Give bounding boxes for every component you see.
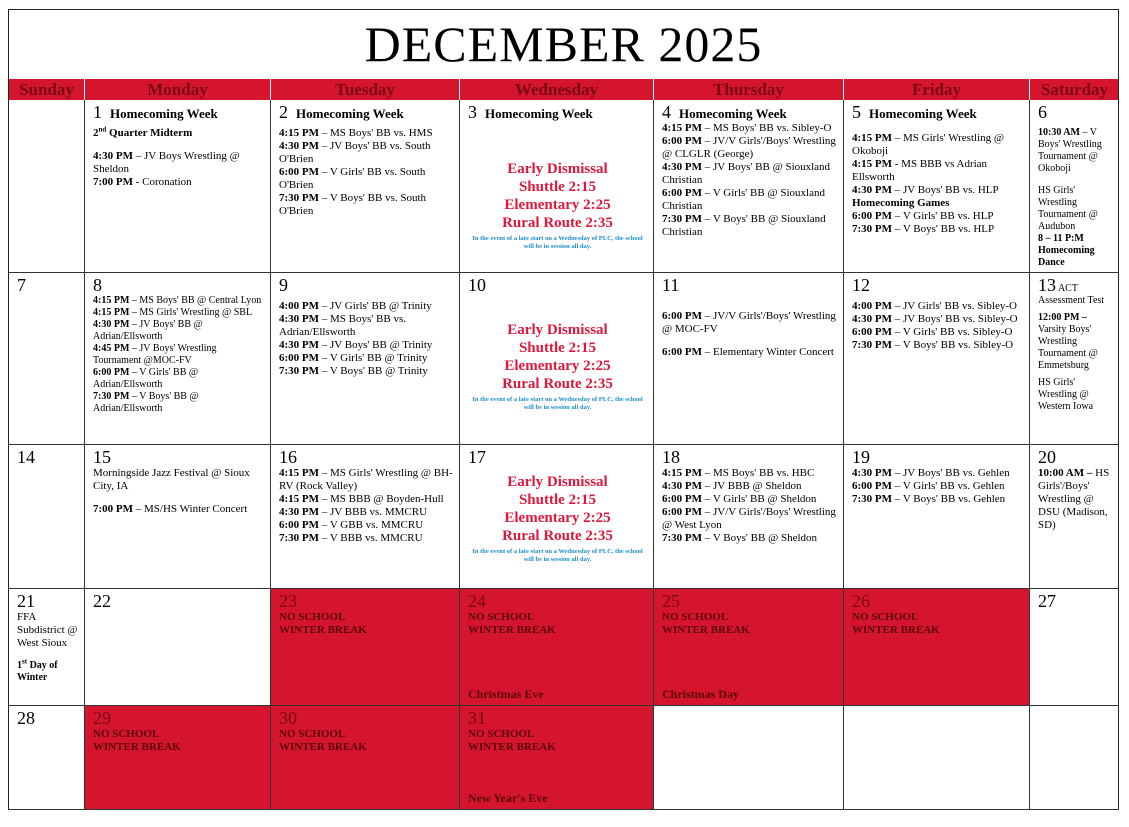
homecoming-label: Homecoming Week <box>485 106 593 121</box>
day-cell-7 <box>9 273 85 445</box>
day-number: 2 <box>279 102 288 122</box>
day-number: 17 <box>468 447 486 467</box>
day-number: 24 <box>468 591 486 611</box>
no-school-label: NO SCHOOL <box>279 611 346 623</box>
event: 12:00 PM – Varsity Boys' Wrestling Tournament @ Emmetsburg <box>1038 312 1098 371</box>
day-number: 28 <box>17 708 35 728</box>
day-number: 14 <box>17 447 35 467</box>
calendar-title: DECEMBER 2025 <box>364 16 763 72</box>
event: 4:30 PM – JV Boys Wrestling @ Sheldon <box>93 150 240 175</box>
event: 10:00 AM – HS Girls'/Boys' Wrestling @ DSU (Madison, SD) <box>1038 467 1110 531</box>
day-number: 5 <box>852 102 861 122</box>
event: 6:00 PM – JV/V Girls'/Boys' Wrestling @ CLGLR (George) <box>662 135 836 160</box>
day-number: 26 <box>852 591 870 611</box>
event: 7:00 PM - Coronation <box>93 176 192 188</box>
event: 6:00 PM – Elementary Winter Concert <box>662 346 834 358</box>
weekday-header-row <box>9 79 1118 100</box>
event: 7:30 PM – V Boys' BB @ Sheldon <box>662 532 818 544</box>
event: 7:30 PM – V Boys' BB @ Trinity <box>279 365 428 377</box>
event: 4:45 PM – JV Boys' Wrestling Tournament @MOC-FV <box>93 343 217 366</box>
day-number: 1 <box>93 102 102 122</box>
no-school-label: NO SCHOOL <box>662 611 729 623</box>
day-cell-8 <box>85 273 271 445</box>
event: 4:15 PM – MS BBB @ Boyden-Hull <box>279 493 444 505</box>
event: 4:15 PM – MS Boys' BB @ Central Lyon <box>93 295 262 306</box>
event: HS Girls' Wrestling @ Western Iowa <box>1038 377 1094 412</box>
day-cell-3 <box>460 100 654 273</box>
day-number: 7 <box>17 275 26 295</box>
no-school-label: NO SCHOOL <box>93 728 160 740</box>
day-number: 13 <box>1038 275 1056 295</box>
event: 6:00 PM – V GBB vs. MMCRU <box>279 519 424 531</box>
event: 4:00 PM – JV Girls' BB vs. Sibley-O <box>852 300 1017 312</box>
day-cell-19 <box>844 445 1030 589</box>
homecoming-label: Homecoming Week <box>110 106 218 121</box>
day-cell-18 <box>654 445 844 589</box>
event: Homecoming Games <box>852 197 950 209</box>
event: 4:30 PM – JV Boys' BB vs. South O'Brien <box>279 140 431 165</box>
day-number: 15 <box>93 447 111 467</box>
calendar-grid <box>9 100 1118 810</box>
weekday-saturday: Saturday <box>1040 80 1109 99</box>
event: 6:00 PM – V Girls' BB @ Adrian/Ellsworth <box>93 367 199 390</box>
day-number: 20 <box>1038 447 1056 467</box>
day-cell-4 <box>654 100 844 273</box>
event: 7:30 PM – V Boys' BB vs. HLP <box>852 223 995 235</box>
event: 7:30 PM – V Boys' BB @ Adrian/Ellsworth <box>93 391 199 414</box>
winter-break-label: WINTER BREAK <box>468 624 556 636</box>
no-school-label: NO SCHOOL <box>852 611 919 623</box>
day-number: 25 <box>662 591 680 611</box>
day-cell-17 <box>460 445 654 589</box>
day-number: 12 <box>852 275 870 295</box>
day-cell-13 <box>1030 273 1119 445</box>
day-cell-9 <box>271 273 460 445</box>
event: 4:00 PM – JV Girls' BB @ Trinity <box>279 300 432 312</box>
event: 7:30 PM – V Boys' BB vs. Sibley-O <box>852 339 1014 351</box>
day-cell-24 <box>460 589 654 706</box>
day-number: 3 <box>468 102 477 122</box>
no-school-label: NO SCHOOL <box>468 728 535 740</box>
day-cell-5 <box>844 100 1030 273</box>
event: HS Girls' Wrestling Tournament @ Audubon <box>1038 185 1098 232</box>
day-cell-11 <box>654 273 844 445</box>
event: 4:30 PM – JV Boys' BB @ Adrian/Ellsworth <box>93 319 203 342</box>
day-cell-12 <box>844 273 1030 445</box>
event: 4:30 PM – MS Boys' BB vs. Adrian/Ellsworth <box>279 313 406 338</box>
event: 6:00 PM – V Girls' BB @ Siouxland Christian <box>662 187 825 212</box>
homecoming-label: Homecoming Week <box>679 106 787 121</box>
day-cell-empty <box>1030 706 1119 810</box>
weekday-thursday: Thursday <box>654 79 844 100</box>
event: 6:00 PM – V Girls' BB vs. HLP <box>852 210 994 222</box>
event: 4:15 PM – MS Girls' Wrestling @ Okoboji <box>852 132 1005 157</box>
weekday-sunday: Sunday <box>9 79 85 100</box>
event: 2nd Quarter Midterm <box>93 125 193 139</box>
winter-break-label: WINTER BREAK <box>662 624 750 636</box>
day-number: 23 <box>279 591 297 611</box>
day-number: 16 <box>279 447 297 467</box>
weekday-friday: Friday <box>844 79 1030 100</box>
plc-note: In the event of a late start on a Wednesday of PLC, the school will be in session all day. <box>472 235 643 250</box>
day-cell-1 <box>85 100 271 273</box>
weekday-monday: Monday <box>85 79 271 100</box>
event: 4:30 PM – JV BBB vs. MMCRU <box>279 506 428 518</box>
day-cell-15 <box>85 445 271 589</box>
day-number: 8 <box>93 275 102 295</box>
event: 6:00 PM – V Girls' BB vs. Gehlen <box>852 480 1005 492</box>
calendar <box>8 9 1119 810</box>
event: 4:15 PM – MS Boys' BB vs. HMS <box>279 127 433 139</box>
holiday-label: Christmas Day <box>662 687 739 701</box>
day-number: 18 <box>662 447 680 467</box>
event: 4:15 PM - MS BBB vs Adrian Ellsworth <box>852 158 988 183</box>
event: 7:30 PM – V Boys' BB @ Siouxland Christian <box>662 213 826 238</box>
winter-break-label: WINTER BREAK <box>279 741 367 753</box>
day-cell-27 <box>1030 589 1119 706</box>
day-cell-30 <box>271 706 460 810</box>
day-cell-14 <box>9 445 85 589</box>
day-cell-20 <box>1030 445 1119 589</box>
winter-break-label: WINTER BREAK <box>279 624 367 636</box>
event: 6:00 PM – JV/V Girls'/Boys' Wrestling @ West Lyon <box>662 506 836 531</box>
day-cell-empty <box>654 706 844 810</box>
day-number: 6 <box>1038 102 1047 122</box>
event: 4:30 PM – JV Boys' BB vs. Sibley-O <box>852 313 1018 325</box>
weekday-tuesday: Tuesday <box>271 79 460 100</box>
event: 7:30 PM – V Boys' BB vs. Gehlen <box>852 493 1006 505</box>
early-dismissal-notice: Early Dismissal Shuttle 2:15 Elementary 2:25 Rural Route 2:35 <box>502 161 613 231</box>
day-cell-2 <box>271 100 460 273</box>
plc-note: In the event of a late start on a Wednesday of PLC, the school will be in session all day. <box>472 548 643 563</box>
act-label: ACT Assessment Test <box>1038 283 1105 306</box>
event: Morningside Jazz Festival @ Sioux City, IA <box>93 467 250 492</box>
event: 6:00 PM – V Girls' BB @ Sheldon <box>662 493 817 505</box>
event: 4:30 PM – JV Boys' BB vs. HLP <box>852 184 999 196</box>
day-number: 9 <box>279 275 288 295</box>
day-cell-6 <box>1030 100 1119 273</box>
day-number: 10 <box>468 275 486 295</box>
event: 7:00 PM – MS/HS Winter Concert <box>93 503 248 515</box>
event: 8 – 11 P:M <box>1038 233 1084 244</box>
event: 4:15 PM – MS Boys' BB vs. Sibley-O <box>662 122 832 134</box>
event: 6:00 PM – V Girls' BB vs. Sibley-O <box>852 326 1013 338</box>
event: 10:30 AM – V Boys' Wrestling Tournament @ Okoboji <box>1038 127 1102 174</box>
event: 7:30 PM – V Boys' BB vs. South O'Brien <box>279 192 427 217</box>
winter-break-label: WINTER BREAK <box>93 741 181 753</box>
day-cell-16 <box>271 445 460 589</box>
early-dismissal-notice: Early Dismissal Shuttle 2:15 Elementary 2:25 Rural Route 2:35 <box>502 322 613 392</box>
event: 6:00 PM – JV/V Girls'/Boys' Wrestling @ MOC-FV <box>662 310 836 335</box>
day-cell-10 <box>460 273 654 445</box>
winter-break-label: WINTER BREAK <box>852 624 940 636</box>
event: 6:00 PM – V Girls' BB vs. South O'Brien <box>279 166 426 191</box>
day-cell-31 <box>460 706 654 810</box>
day-cell-26 <box>844 589 1030 706</box>
day-number: 31 <box>468 708 486 728</box>
day-cell-23 <box>271 589 460 706</box>
holiday-label: New Year's Eve <box>468 791 548 805</box>
day-number: 11 <box>662 275 680 295</box>
no-school-label: NO SCHOOL <box>468 611 535 623</box>
day-cell-28 <box>9 706 85 810</box>
homecoming-label: Homecoming Week <box>296 106 404 121</box>
day-number: 30 <box>279 708 297 728</box>
day-number: 19 <box>852 447 870 467</box>
event: 1st Day of Winter <box>17 657 58 683</box>
day-number: 27 <box>1038 591 1056 611</box>
day-number: 22 <box>93 591 111 611</box>
event: 4:30 PM – JV Boys' BB vs. Gehlen <box>852 467 1010 479</box>
event: 6:00 PM – V Girls' BB @ Trinity <box>279 352 428 364</box>
day-cell-empty <box>844 706 1030 810</box>
early-dismissal-notice: Early Dismissal Shuttle 2:15 Elementary 2:25 Rural Route 2:35 <box>502 474 613 544</box>
homecoming-label: Homecoming Week <box>869 106 977 121</box>
day-cell-22 <box>85 589 271 706</box>
day-number: 4 <box>662 102 671 122</box>
event: 4:30 PM – JV Boys' BB @ Trinity <box>279 339 433 351</box>
event: 4:30 PM – JV Boys' BB @ Siouxland Christian <box>662 161 831 186</box>
event: 4:15 PM – MS Boys' BB vs. HBC <box>662 467 815 479</box>
event: Homecoming Dance <box>1038 245 1095 268</box>
winter-break-label: WINTER BREAK <box>468 741 556 753</box>
day-number: 29 <box>93 708 111 728</box>
no-school-label: NO SCHOOL <box>279 728 346 740</box>
holiday-label: Christmas Eve <box>468 687 544 701</box>
day-cell-21 <box>9 589 85 706</box>
day-cell-29 <box>85 706 271 810</box>
plc-note: In the event of a late start on a Wednesday of PLC, the school will be in session all day. <box>472 396 643 411</box>
event: 4:15 PM – MS Girls' Wrestling @ SBL <box>93 307 253 318</box>
day-cell-empty <box>9 100 85 273</box>
event: 7:30 PM – V BBB vs. MMCRU <box>279 532 423 544</box>
event: 4:30 PM – JV BBB @ Sheldon <box>662 480 802 492</box>
weekday-wednesday: Wednesday <box>460 79 654 100</box>
event: 4:15 PM – MS Girls' Wrestling @ BH-RV (Rock Valley) <box>279 467 453 492</box>
event: FFA Subdistrict @ West Sioux <box>17 611 78 649</box>
day-cell-25 <box>654 589 844 706</box>
day-number: 21 <box>17 591 35 611</box>
